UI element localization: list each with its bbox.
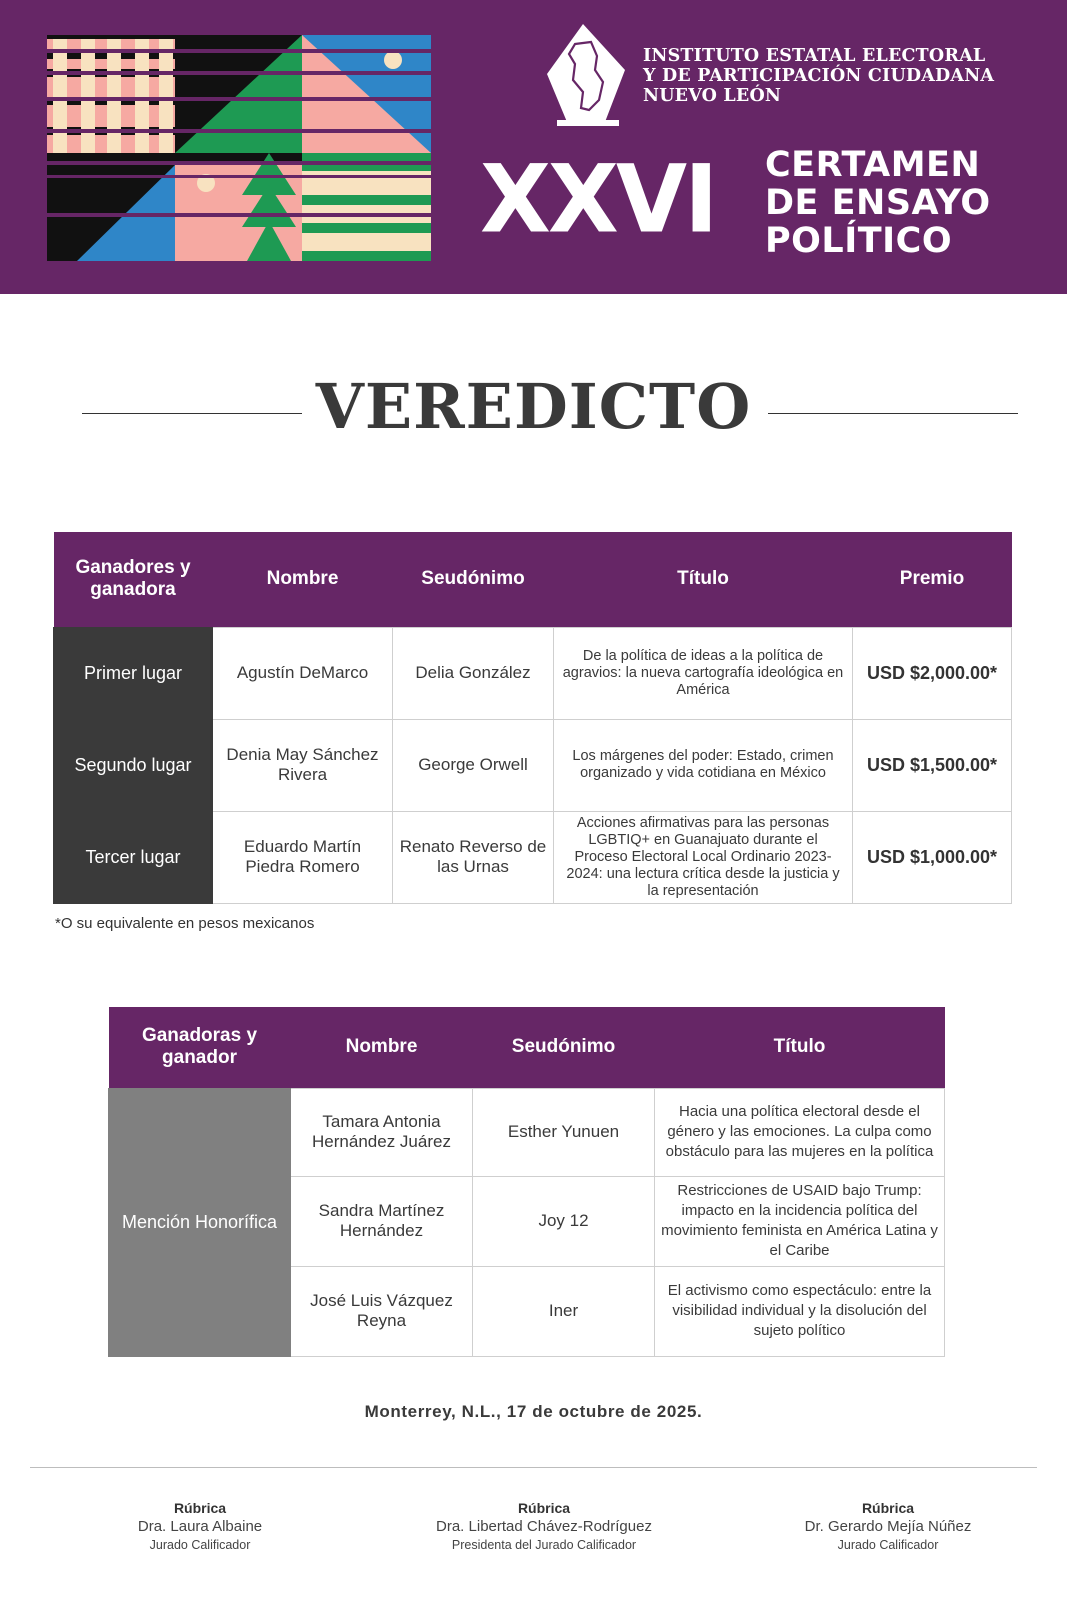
pseudonym-cell: Esther Yunuen: [473, 1088, 655, 1176]
pseudonym-cell: George Orwell: [393, 719, 554, 811]
signer-name: Dra. Laura Albaine: [137, 1518, 263, 1535]
signature-block: [40, 1499, 360, 1554]
institute-line-1: INSTITUTO ESTATAL ELECTORAL: [643, 46, 986, 66]
table-row: [54, 811, 1012, 903]
institute-line-3: NUEVO LEÓN: [643, 86, 782, 106]
decorative-artwork: [47, 35, 431, 261]
contest-line-3: POLÍTICO: [765, 221, 953, 261]
signer-role: Jurado Calificador: [837, 1538, 939, 1552]
prize-cell: USD $1,000.00*: [853, 811, 1012, 903]
edition-number: XXVI: [480, 144, 716, 255]
table-row: [54, 719, 1012, 811]
column-header: Seudónimo: [393, 532, 554, 627]
place-cell: Tercer lugar: [54, 811, 213, 903]
column-header: Seudónimo: [473, 1007, 655, 1088]
column-header: Nombre: [291, 1007, 473, 1088]
name-cell: José Luis Vázquez Reyna: [291, 1266, 473, 1356]
contest-name: [765, 146, 991, 260]
institute-name: [643, 46, 994, 106]
pseudonym-cell: Joy 12: [473, 1176, 655, 1266]
name-cell: Agustín DeMarco: [213, 627, 393, 719]
signature-label: Rúbrica: [517, 1500, 571, 1516]
iee-logo-icon: [545, 22, 630, 132]
table-header-row: [109, 1007, 945, 1088]
currency-note: *O su equivalente en pesos mexicanos: [55, 915, 315, 932]
column-header: Ganadores y ganadora: [54, 532, 213, 627]
header-banner: [0, 0, 1067, 294]
title-cell: Acciones afirmativas para las personas LGBTIQ+ en Guanajuato durante el Proceso Electoral Local Ordinario 2023-2024: una lectura crítica desde la justicia y la representación: [554, 811, 853, 903]
contest-line-2: DE ENSAYO: [765, 183, 991, 223]
title-cell: Restricciones de USAID bajo Trump: impacto en la incidencia política del movimiento feminista en América Latina y el Caribe: [655, 1176, 945, 1266]
column-header: Título: [655, 1007, 945, 1088]
signer-name: Dra. Libertad Chávez-Rodríguez: [436, 1518, 652, 1535]
place-cell: Primer lugar: [54, 627, 213, 719]
signer-role: Jurado Calificador: [149, 1538, 251, 1552]
title-cell: Los márgenes del poder: Estado, crimen organizado y vida cotidiana en México: [554, 719, 853, 811]
signer-name: Dr. Gerardo Mejía Núñez: [804, 1518, 972, 1535]
signature-label: Rúbrica: [173, 1500, 227, 1516]
footer-divider: [30, 1467, 1037, 1468]
pseudonym-cell: Iner: [473, 1266, 655, 1356]
place-cell: Segundo lugar: [54, 719, 213, 811]
column-header: Nombre: [213, 532, 393, 627]
institute-line-2: Y DE PARTICIPACIÓN CIUDADANA: [643, 66, 995, 86]
honorable-mention-table: [108, 1007, 945, 1357]
prize-cell: USD $2,000.00*: [853, 627, 1012, 719]
name-cell: Eduardo Martín Piedra Romero: [213, 811, 393, 903]
column-header: Premio: [853, 532, 1012, 627]
name-cell: Sandra Martínez Hernández: [291, 1176, 473, 1266]
signature-block: [728, 1499, 1048, 1554]
signature-block: [384, 1499, 704, 1554]
pseudonym-cell: Renato Reverso de las Urnas: [393, 811, 554, 903]
table-header-row: [54, 532, 1012, 627]
page-title: VEREDICTO: [315, 370, 752, 443]
prize-cell: USD $1,500.00*: [853, 719, 1012, 811]
contest-line-1: CERTAMEN: [765, 145, 981, 185]
place-and-date: Monterrey, N.L., 17 de octubre de 2025.: [364, 1402, 703, 1421]
winners-table: [53, 532, 1012, 904]
name-cell: Denia May Sánchez Rivera: [213, 719, 393, 811]
title-rule-left: [82, 413, 302, 414]
title-rule-right: [768, 413, 1018, 414]
signer-role: Presidenta del Jurado Calificador: [451, 1538, 637, 1552]
signature-label: Rúbrica: [861, 1500, 915, 1516]
title-cell: De la política de ideas a la política de agravios: la nueva cartografía ideológica en América: [554, 627, 853, 719]
title-cell: El activismo como espectáculo: entre la visibilidad individual y la disolución del sujeto político: [655, 1266, 945, 1356]
column-header: Título: [554, 532, 853, 627]
table-row: [109, 1088, 945, 1176]
pseudonym-cell: Delia González: [393, 627, 554, 719]
title-cell: Hacia una política electoral desde el género y las emociones. La culpa como obstáculo para las mujeres en la política: [655, 1088, 945, 1176]
category-cell: Mención Honorífica: [109, 1088, 291, 1356]
column-header: Ganadoras y ganador: [109, 1007, 291, 1088]
table-row: [54, 627, 1012, 719]
name-cell: Tamara Antonia Hernández Juárez: [291, 1088, 473, 1176]
